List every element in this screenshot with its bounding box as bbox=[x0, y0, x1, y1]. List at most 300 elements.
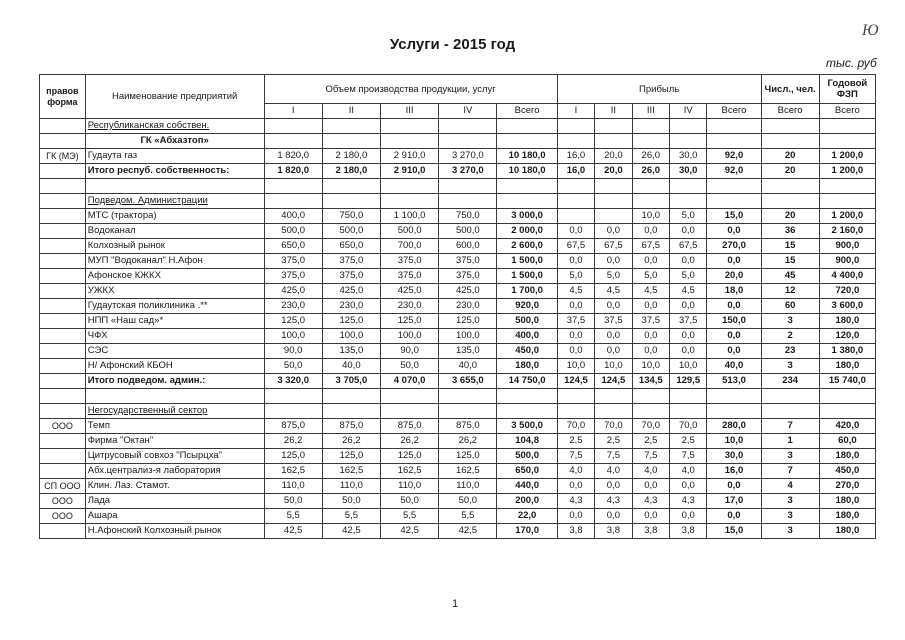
volume-cell: 100,0 bbox=[439, 329, 497, 344]
profit-cell: 70,0 bbox=[557, 419, 594, 434]
volume-cell: 375,0 bbox=[381, 254, 439, 269]
empty-cell bbox=[557, 134, 594, 149]
table-row bbox=[40, 224, 876, 239]
profit-cell: 5,0 bbox=[670, 209, 707, 224]
volume-cell: 3 270,0 bbox=[439, 149, 497, 164]
table-row bbox=[40, 329, 876, 344]
volume-cell: 110,0 bbox=[381, 479, 439, 494]
empty-cell bbox=[497, 389, 557, 404]
section-label: Подведом. Администрации bbox=[85, 194, 264, 209]
profit-cell: 124,5 bbox=[595, 374, 632, 389]
volume-cell: 162,5 bbox=[439, 464, 497, 479]
table-row bbox=[40, 344, 876, 359]
name-cell: МТС (трактора) bbox=[85, 209, 264, 224]
form-cell: ООО bbox=[40, 494, 86, 509]
empty-cell bbox=[670, 119, 707, 134]
volume-cell: 50,0 bbox=[381, 359, 439, 374]
profit-cell: 4,5 bbox=[670, 284, 707, 299]
empty-cell bbox=[439, 179, 497, 194]
empty-cell bbox=[761, 389, 819, 404]
profit-cell: 10,0 bbox=[595, 359, 632, 374]
empty-cell bbox=[381, 119, 439, 134]
form-cell: ООО bbox=[40, 509, 86, 524]
form-cell bbox=[40, 119, 86, 134]
volume-cell: 875,0 bbox=[381, 419, 439, 434]
volume-cell: 450,0 bbox=[497, 344, 557, 359]
profit-cell: 4,5 bbox=[557, 284, 594, 299]
profit-cell: 4,3 bbox=[632, 494, 669, 509]
header-vol-q4: IV bbox=[439, 104, 497, 119]
empty-cell bbox=[322, 134, 380, 149]
profit-cell: 70,0 bbox=[595, 419, 632, 434]
volume-cell: 5,5 bbox=[322, 509, 380, 524]
header-profit-q3: III bbox=[632, 104, 669, 119]
header-vol-q3: III bbox=[381, 104, 439, 119]
profit-cell: 0,0 bbox=[632, 299, 669, 314]
staff-cell: 12 bbox=[761, 284, 819, 299]
header-staff: Числ., чел. bbox=[761, 75, 819, 104]
volume-cell: 125,0 bbox=[322, 449, 380, 464]
empty-cell bbox=[322, 404, 380, 419]
volume-cell: 125,0 bbox=[439, 449, 497, 464]
form-cell bbox=[40, 404, 86, 419]
empty-cell bbox=[670, 134, 707, 149]
volume-cell: 425,0 bbox=[439, 284, 497, 299]
profit-cell: 2,5 bbox=[595, 434, 632, 449]
fzp-cell: 180,0 bbox=[819, 359, 875, 374]
empty-cell bbox=[264, 134, 322, 149]
form-cell bbox=[40, 254, 86, 269]
empty-cell bbox=[381, 179, 439, 194]
profit-cell: 15,0 bbox=[707, 524, 761, 539]
profit-cell: 37,5 bbox=[670, 314, 707, 329]
staff-cell: 2 bbox=[761, 329, 819, 344]
profit-cell: 92,0 bbox=[707, 164, 761, 179]
header-volume: Объем производства продукции, услуг bbox=[264, 75, 557, 104]
fzp-cell: 180,0 bbox=[819, 509, 875, 524]
profit-cell: 4,3 bbox=[557, 494, 594, 509]
form-cell bbox=[40, 134, 86, 149]
form-cell bbox=[40, 314, 86, 329]
fzp-cell: 3 600,0 bbox=[819, 299, 875, 314]
empty-cell bbox=[264, 404, 322, 419]
empty-cell bbox=[497, 194, 557, 209]
profit-cell: 0,0 bbox=[632, 254, 669, 269]
table-row bbox=[40, 269, 876, 284]
volume-cell: 5,5 bbox=[381, 509, 439, 524]
volume-cell: 110,0 bbox=[322, 479, 380, 494]
profit-cell: 0,0 bbox=[707, 254, 761, 269]
header-profit-q1: I bbox=[557, 104, 594, 119]
name-cell: ЧФХ bbox=[85, 329, 264, 344]
name-cell: Темп bbox=[85, 419, 264, 434]
blank-row bbox=[40, 389, 876, 404]
volume-cell: 42,5 bbox=[264, 524, 322, 539]
form-cell bbox=[40, 224, 86, 239]
empty-cell bbox=[595, 404, 632, 419]
volume-cell: 2 180,0 bbox=[322, 164, 380, 179]
name-cell: Клин. Лаз. Стамот. bbox=[85, 479, 264, 494]
volume-cell: 1 500,0 bbox=[497, 269, 557, 284]
empty-cell bbox=[761, 179, 819, 194]
name-cell: СЭС bbox=[85, 344, 264, 359]
profit-cell: 270,0 bbox=[707, 239, 761, 254]
fzp-cell: 1 200,0 bbox=[819, 164, 875, 179]
volume-cell: 750,0 bbox=[322, 209, 380, 224]
profit-cell: 0,0 bbox=[670, 344, 707, 359]
profit-cell: 37,5 bbox=[595, 314, 632, 329]
name-cell: Лада bbox=[85, 494, 264, 509]
profit-cell: 26,0 bbox=[632, 149, 669, 164]
table-row bbox=[40, 239, 876, 254]
profit-cell: 20,0 bbox=[595, 164, 632, 179]
volume-cell: 1 700,0 bbox=[497, 284, 557, 299]
profit-cell: 67,5 bbox=[670, 239, 707, 254]
profit-cell: 67,5 bbox=[632, 239, 669, 254]
volume-cell: 170,0 bbox=[497, 524, 557, 539]
profit-cell: 18,0 bbox=[707, 284, 761, 299]
table-row bbox=[40, 254, 876, 269]
volume-cell: 42,5 bbox=[439, 524, 497, 539]
profit-cell: 4,3 bbox=[595, 494, 632, 509]
profit-cell: 0,0 bbox=[595, 299, 632, 314]
header-form: правов форма bbox=[40, 75, 86, 119]
form-cell bbox=[40, 389, 86, 404]
volume-cell: 100,0 bbox=[322, 329, 380, 344]
volume-cell: 50,0 bbox=[264, 494, 322, 509]
profit-cell: 4,0 bbox=[557, 464, 594, 479]
volume-cell: 26,2 bbox=[322, 434, 380, 449]
volume-cell: 230,0 bbox=[439, 299, 497, 314]
volume-cell: 440,0 bbox=[497, 479, 557, 494]
name-cell: Итого респуб. собственность: bbox=[85, 164, 264, 179]
volume-cell: 40,0 bbox=[439, 359, 497, 374]
header-name: Наименование предприятий bbox=[85, 75, 264, 119]
profit-cell: 2,5 bbox=[670, 434, 707, 449]
staff-cell: 45 bbox=[761, 269, 819, 284]
header-profit-q4: IV bbox=[670, 104, 707, 119]
volume-cell: 375,0 bbox=[322, 254, 380, 269]
volume-cell: 50,0 bbox=[322, 494, 380, 509]
section-row bbox=[40, 194, 876, 209]
profit-cell: 2,5 bbox=[632, 434, 669, 449]
volume-cell: 600,0 bbox=[439, 239, 497, 254]
empty-cell bbox=[819, 389, 875, 404]
empty-cell bbox=[670, 194, 707, 209]
form-cell bbox=[40, 329, 86, 344]
profit-cell: 20,0 bbox=[595, 149, 632, 164]
name-cell: УЖКХ bbox=[85, 284, 264, 299]
empty-cell bbox=[670, 404, 707, 419]
profit-cell: 37,5 bbox=[632, 314, 669, 329]
form-cell bbox=[40, 269, 86, 284]
profit-cell: 7,5 bbox=[632, 449, 669, 464]
total-row bbox=[40, 374, 876, 389]
header-profit: Прибыль bbox=[557, 75, 761, 104]
volume-cell: 125,0 bbox=[264, 314, 322, 329]
empty-cell bbox=[439, 119, 497, 134]
form-cell: ООО bbox=[40, 419, 86, 434]
empty-cell bbox=[557, 119, 594, 134]
name-cell: Фирма "Октан" bbox=[85, 434, 264, 449]
volume-cell: 135,0 bbox=[439, 344, 497, 359]
volume-cell: 110,0 bbox=[264, 479, 322, 494]
empty-cell bbox=[381, 194, 439, 209]
fzp-cell: 180,0 bbox=[819, 314, 875, 329]
form-cell: ГК (МЭ) bbox=[40, 149, 86, 164]
volume-cell: 230,0 bbox=[381, 299, 439, 314]
staff-cell: 4 bbox=[761, 479, 819, 494]
form-cell bbox=[40, 524, 86, 539]
volume-cell: 2 600,0 bbox=[497, 239, 557, 254]
profit-cell: 0,0 bbox=[632, 224, 669, 239]
section-label: Негосударственный сектор bbox=[85, 404, 264, 419]
volume-cell: 500,0 bbox=[322, 224, 380, 239]
form-cell bbox=[40, 194, 86, 209]
profit-cell: 0,0 bbox=[595, 329, 632, 344]
volume-cell: 162,5 bbox=[322, 464, 380, 479]
empty-cell bbox=[707, 194, 761, 209]
empty-cell bbox=[761, 404, 819, 419]
staff-cell: 3 bbox=[761, 359, 819, 374]
empty-cell bbox=[557, 194, 594, 209]
header-staff-total: Всего bbox=[761, 104, 819, 119]
profit-cell: 92,0 bbox=[707, 149, 761, 164]
profit-cell: 0,0 bbox=[557, 479, 594, 494]
empty-cell bbox=[497, 179, 557, 194]
volume-cell: 162,5 bbox=[264, 464, 322, 479]
volume-cell: 2 000,0 bbox=[497, 224, 557, 239]
form-cell bbox=[40, 464, 86, 479]
profit-cell: 37,5 bbox=[557, 314, 594, 329]
name-cell: Н.Афонский Колхозный рынок bbox=[85, 524, 264, 539]
volume-cell: 875,0 bbox=[439, 419, 497, 434]
profit-cell: 0,0 bbox=[707, 329, 761, 344]
profit-cell: 4,0 bbox=[632, 464, 669, 479]
table-row bbox=[40, 434, 876, 449]
volume-cell: 875,0 bbox=[264, 419, 322, 434]
table-row bbox=[40, 464, 876, 479]
volume-cell: 180,0 bbox=[497, 359, 557, 374]
volume-cell: 375,0 bbox=[439, 254, 497, 269]
volume-cell: 125,0 bbox=[264, 449, 322, 464]
empty-cell bbox=[819, 119, 875, 134]
name-cell: Колхозный рынок bbox=[85, 239, 264, 254]
volume-cell: 5,5 bbox=[264, 509, 322, 524]
profit-cell: 16,0 bbox=[707, 464, 761, 479]
profit-cell: 0,0 bbox=[670, 224, 707, 239]
name-cell: Абх.централиз-я лаборатория bbox=[85, 464, 264, 479]
profit-cell: 16,0 bbox=[557, 149, 594, 164]
profit-cell: 4,5 bbox=[632, 284, 669, 299]
empty-cell bbox=[632, 389, 669, 404]
fzp-cell: 2 160,0 bbox=[819, 224, 875, 239]
form-cell bbox=[40, 344, 86, 359]
total-row bbox=[40, 164, 876, 179]
volume-cell: 920,0 bbox=[497, 299, 557, 314]
volume-cell: 230,0 bbox=[264, 299, 322, 314]
profit-cell: 26,0 bbox=[632, 164, 669, 179]
empty-cell bbox=[439, 404, 497, 419]
volume-cell: 2 910,0 bbox=[381, 149, 439, 164]
volume-cell: 100,0 bbox=[381, 329, 439, 344]
empty-cell bbox=[819, 134, 875, 149]
profit-cell: 30,0 bbox=[670, 164, 707, 179]
profit-cell: 0,0 bbox=[557, 299, 594, 314]
header-row-main bbox=[40, 75, 876, 104]
profit-cell: 0,0 bbox=[557, 254, 594, 269]
profit-cell: 15,0 bbox=[707, 209, 761, 224]
name-cell: НПП «Наш сад»* bbox=[85, 314, 264, 329]
empty-cell bbox=[761, 119, 819, 134]
staff-cell: 60 bbox=[761, 299, 819, 314]
empty-cell bbox=[819, 194, 875, 209]
volume-cell: 42,5 bbox=[381, 524, 439, 539]
fzp-cell: 15 740,0 bbox=[819, 374, 875, 389]
profit-cell: 0,0 bbox=[595, 344, 632, 359]
header-profit-total: Всего bbox=[707, 104, 761, 119]
staff-cell: 15 bbox=[761, 254, 819, 269]
table-row bbox=[40, 479, 876, 494]
empty-cell bbox=[381, 404, 439, 419]
empty-cell bbox=[707, 404, 761, 419]
staff-cell: 36 bbox=[761, 224, 819, 239]
empty-cell bbox=[595, 119, 632, 134]
table-row bbox=[40, 299, 876, 314]
blank-row bbox=[40, 179, 876, 194]
empty-cell bbox=[439, 389, 497, 404]
empty-cell bbox=[557, 404, 594, 419]
profit-cell: 129,5 bbox=[670, 374, 707, 389]
table-row bbox=[40, 509, 876, 524]
empty-cell bbox=[381, 389, 439, 404]
fzp-cell: 1 380,0 bbox=[819, 344, 875, 359]
volume-cell: 700,0 bbox=[381, 239, 439, 254]
profit-cell: 0,0 bbox=[557, 344, 594, 359]
form-cell bbox=[40, 209, 86, 224]
volume-cell: 90,0 bbox=[381, 344, 439, 359]
profit-cell: 7,5 bbox=[557, 449, 594, 464]
fzp-cell: 420,0 bbox=[819, 419, 875, 434]
volume-cell: 650,0 bbox=[497, 464, 557, 479]
empty-cell bbox=[707, 389, 761, 404]
profit-cell: 4,0 bbox=[670, 464, 707, 479]
profit-cell: 0,0 bbox=[707, 344, 761, 359]
volume-cell: 110,0 bbox=[439, 479, 497, 494]
volume-cell: 50,0 bbox=[264, 359, 322, 374]
volume-cell: 162,5 bbox=[381, 464, 439, 479]
profit-cell: 67,5 bbox=[557, 239, 594, 254]
section-row bbox=[40, 134, 876, 149]
table-row bbox=[40, 359, 876, 374]
empty-cell bbox=[557, 389, 594, 404]
empty-cell bbox=[557, 179, 594, 194]
profit-cell: 16,0 bbox=[557, 164, 594, 179]
staff-cell: 234 bbox=[761, 374, 819, 389]
empty-cell bbox=[264, 179, 322, 194]
empty-cell bbox=[819, 179, 875, 194]
corner-mark: Ю bbox=[862, 22, 879, 39]
staff-cell: 1 bbox=[761, 434, 819, 449]
empty-cell bbox=[322, 389, 380, 404]
staff-cell: 7 bbox=[761, 464, 819, 479]
name-cell: Н/ Афонский КБОН bbox=[85, 359, 264, 374]
form-cell bbox=[40, 284, 86, 299]
volume-cell: 50,0 bbox=[439, 494, 497, 509]
empty-cell bbox=[707, 119, 761, 134]
volume-cell: 200,0 bbox=[497, 494, 557, 509]
header-vol-total: Всего bbox=[497, 104, 557, 119]
empty-cell bbox=[632, 119, 669, 134]
volume-cell: 650,0 bbox=[322, 239, 380, 254]
fzp-cell: 4 400,0 bbox=[819, 269, 875, 284]
report-body bbox=[40, 119, 876, 539]
table-row bbox=[40, 209, 876, 224]
profit-cell: 5,0 bbox=[557, 269, 594, 284]
profit-cell: 30,0 bbox=[707, 449, 761, 464]
form-cell bbox=[40, 239, 86, 254]
table-row bbox=[40, 149, 876, 164]
empty-cell bbox=[439, 134, 497, 149]
profit-cell: 10,0 bbox=[670, 359, 707, 374]
profit-cell: 10,0 bbox=[632, 359, 669, 374]
empty-cell bbox=[632, 194, 669, 209]
staff-cell: 3 bbox=[761, 449, 819, 464]
profit-cell: 0,0 bbox=[670, 299, 707, 314]
volume-cell: 875,0 bbox=[322, 419, 380, 434]
volume-cell: 1 100,0 bbox=[381, 209, 439, 224]
profit-cell: 7,5 bbox=[670, 449, 707, 464]
empty-cell bbox=[322, 119, 380, 134]
fzp-cell: 450,0 bbox=[819, 464, 875, 479]
profit-cell: 0,0 bbox=[595, 224, 632, 239]
staff-cell: 3 bbox=[761, 509, 819, 524]
volume-cell: 500,0 bbox=[381, 224, 439, 239]
form-cell bbox=[40, 434, 86, 449]
volume-cell: 3 655,0 bbox=[439, 374, 497, 389]
profit-cell: 10,0 bbox=[632, 209, 669, 224]
staff-cell: 7 bbox=[761, 419, 819, 434]
profit-cell: 0,0 bbox=[670, 509, 707, 524]
volume-cell: 10 180,0 bbox=[497, 149, 557, 164]
profit-cell: 513,0 bbox=[707, 374, 761, 389]
volume-cell: 375,0 bbox=[381, 269, 439, 284]
form-cell bbox=[40, 374, 86, 389]
profit-cell: 150,0 bbox=[707, 314, 761, 329]
section-label: ГК «Абхазтоп» bbox=[85, 134, 264, 149]
volume-cell: 135,0 bbox=[322, 344, 380, 359]
profit-cell: 134,5 bbox=[632, 374, 669, 389]
profit-cell: 3,8 bbox=[632, 524, 669, 539]
profit-cell: 5,0 bbox=[632, 269, 669, 284]
section-row bbox=[40, 119, 876, 134]
profit-cell: 17,0 bbox=[707, 494, 761, 509]
volume-cell: 26,2 bbox=[439, 434, 497, 449]
empty-cell bbox=[322, 179, 380, 194]
staff-cell: 15 bbox=[761, 239, 819, 254]
volume-cell: 100,0 bbox=[264, 329, 322, 344]
empty-cell bbox=[595, 389, 632, 404]
fzp-cell: 180,0 bbox=[819, 494, 875, 509]
header-fzp-total: Всего bbox=[819, 104, 875, 119]
staff-cell: 3 bbox=[761, 314, 819, 329]
fzp-cell: 900,0 bbox=[819, 254, 875, 269]
empty-cell bbox=[381, 134, 439, 149]
form-cell bbox=[40, 299, 86, 314]
fzp-cell: 720,0 bbox=[819, 284, 875, 299]
empty-cell bbox=[595, 194, 632, 209]
header-vol-q1: I bbox=[264, 104, 322, 119]
